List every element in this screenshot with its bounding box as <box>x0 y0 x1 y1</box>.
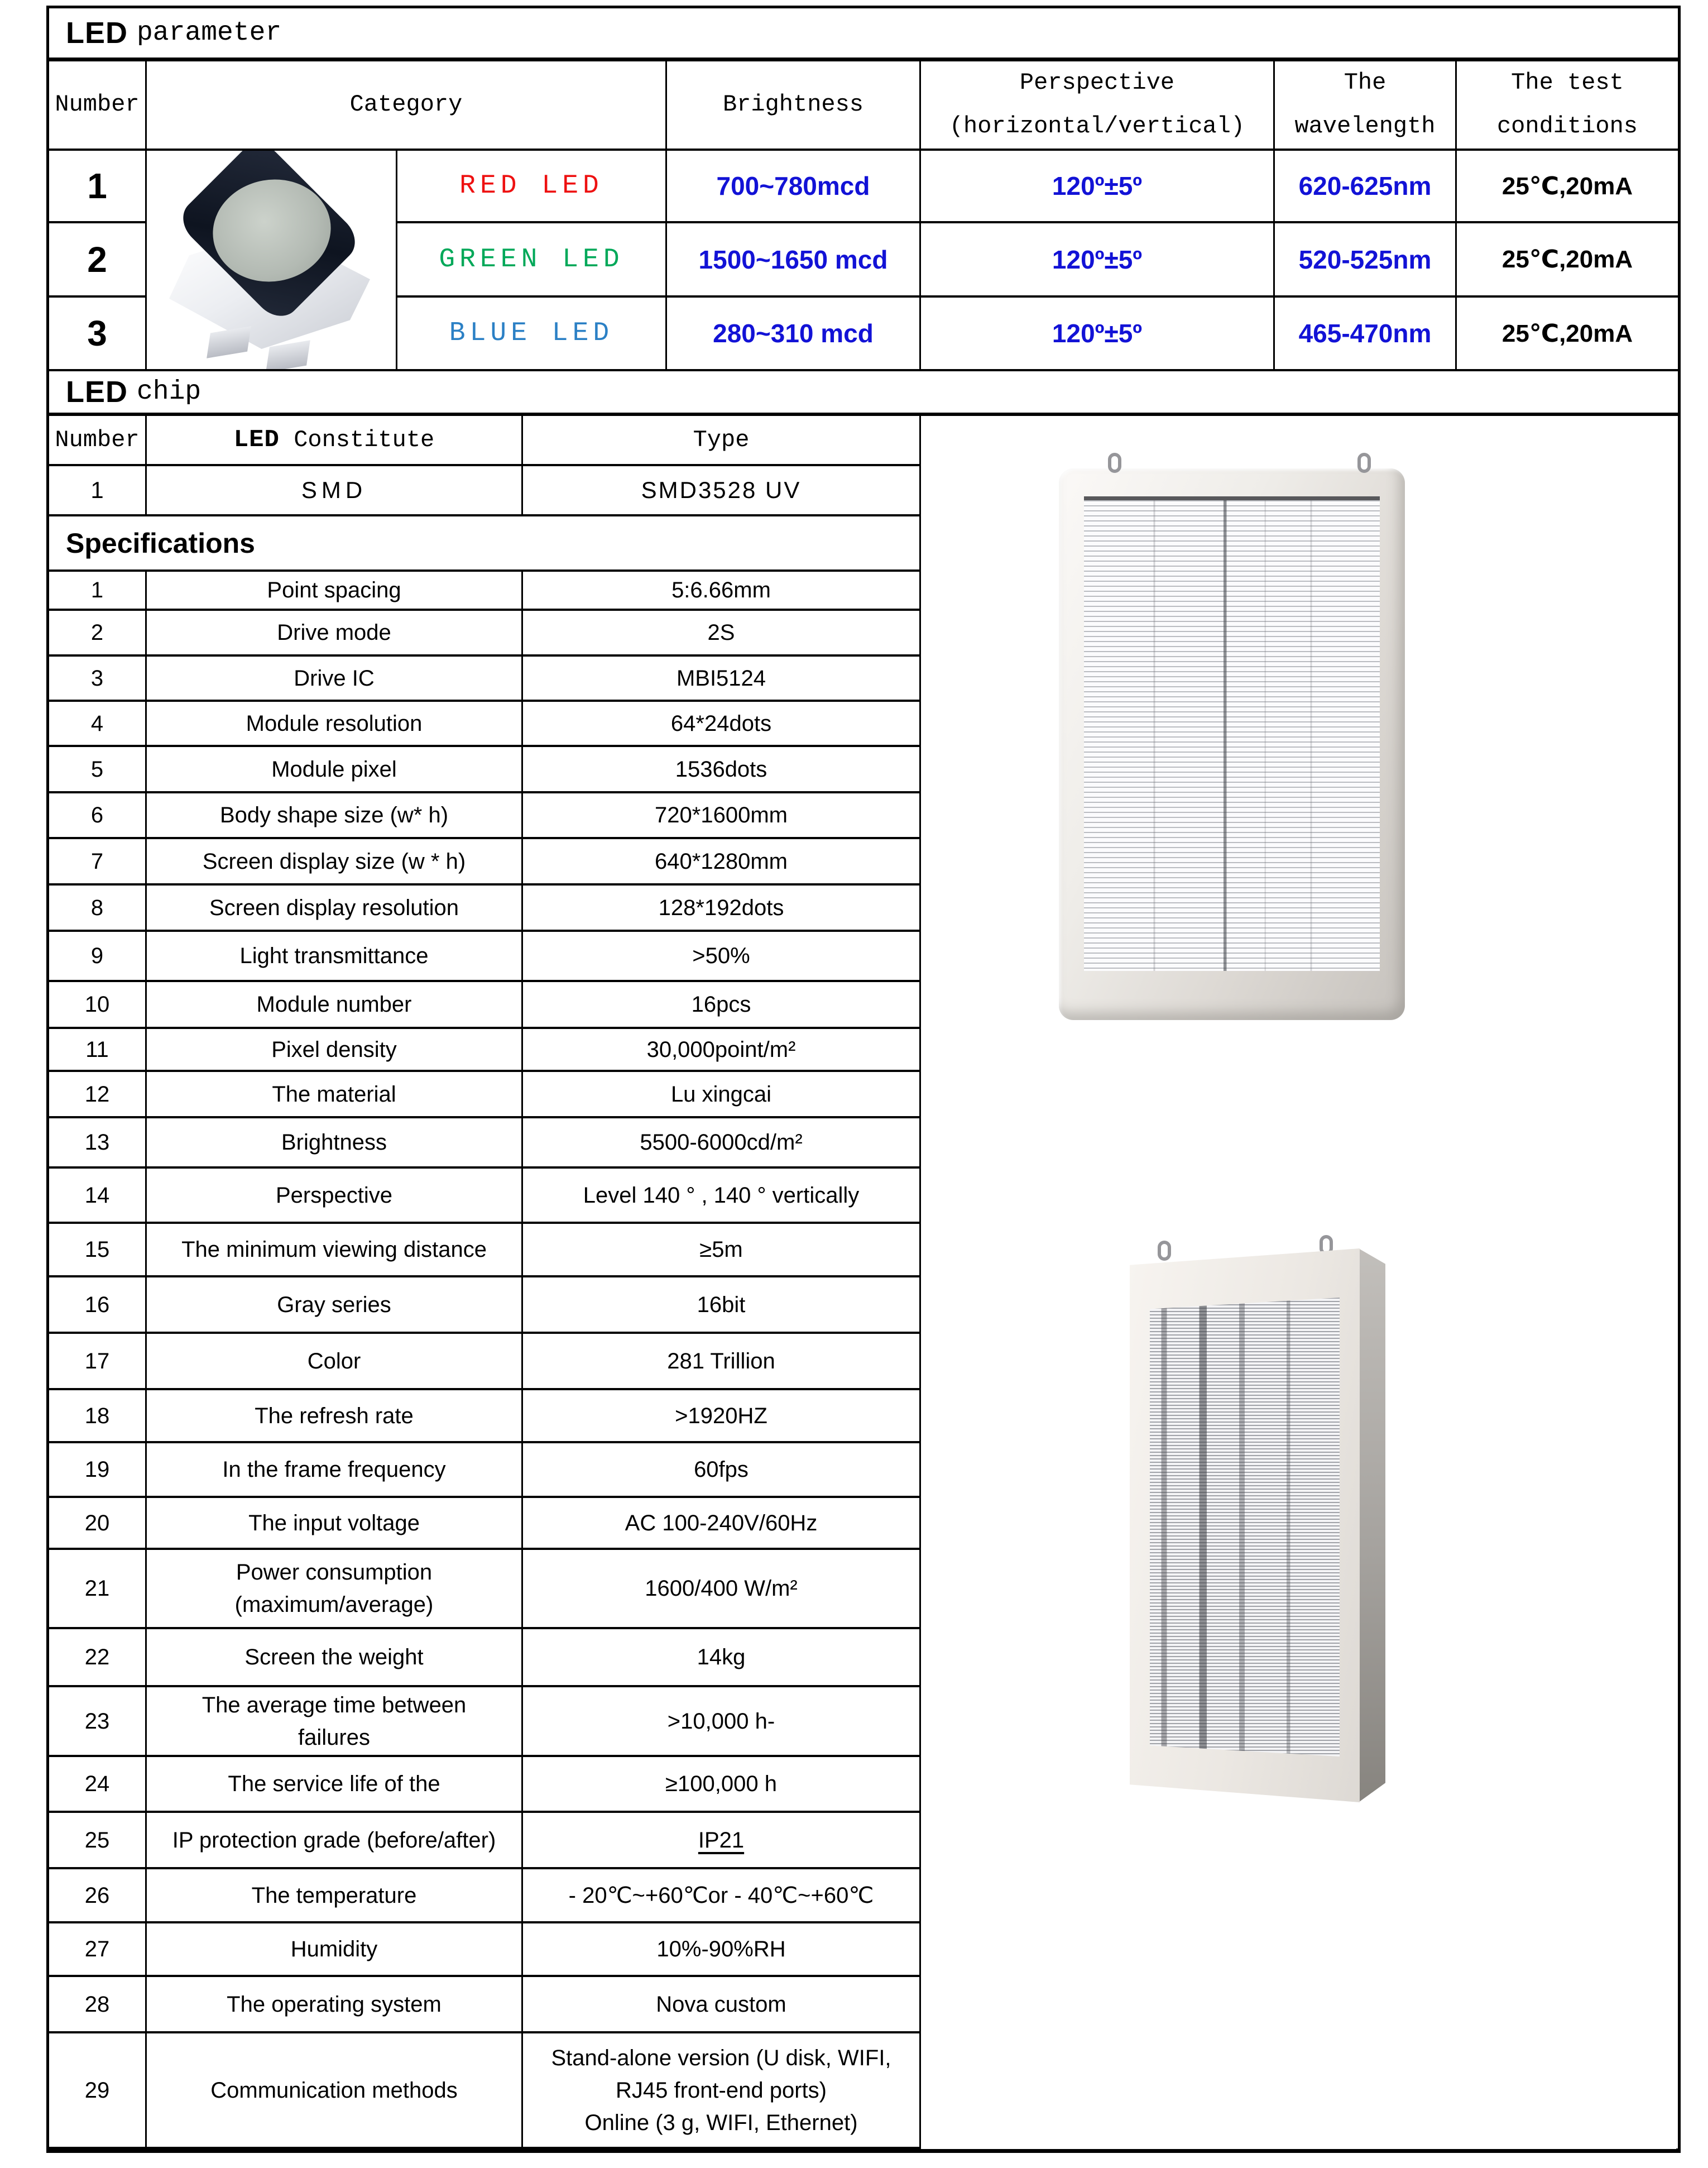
spec-name <box>147 1224 523 1275</box>
spec-row <box>49 1334 919 1390</box>
spec-name <box>147 1390 523 1441</box>
spec-name <box>147 1977 523 2031</box>
text-line: 64*24dots <box>670 711 772 736</box>
text-line: Communication methods <box>210 2078 458 2103</box>
spec-row <box>49 1923 919 1977</box>
spec-name <box>147 1277 523 1332</box>
text-line: 27 <box>84 1937 110 1961</box>
text-line: 7 <box>90 849 104 874</box>
text-line: >1920HZ <box>675 1403 767 1428</box>
spec-row-number <box>49 1550 147 1627</box>
column-header-perspective <box>921 61 1275 151</box>
spec-row-number <box>49 1813 147 1867</box>
spec-name <box>147 1813 523 1867</box>
spec-row-number <box>49 1687 147 1755</box>
text-line: Module number <box>256 992 412 1017</box>
hanging-hook-icon <box>1158 1241 1171 1261</box>
led-panel-screen-area <box>1084 496 1380 971</box>
spec-row <box>49 1498 919 1550</box>
text-line: 1536dots <box>675 757 767 782</box>
spec-name <box>147 982 523 1027</box>
section-title-text: chip <box>137 377 201 407</box>
spec-row-number <box>49 932 147 980</box>
text-line: 17 <box>84 1348 110 1373</box>
spec-name <box>147 1923 523 1975</box>
spec-value <box>523 1977 919 2031</box>
spec-row-number <box>49 2033 147 2147</box>
text-line: 2 <box>90 620 104 645</box>
chip-header-constitute <box>147 416 523 464</box>
spec-row-number <box>49 982 147 1027</box>
spec-row-number <box>49 1443 147 1496</box>
text-line: Drive mode <box>277 620 391 645</box>
spec-row <box>49 1977 919 2033</box>
led-wavelength-value: 620-625nm <box>1275 151 1457 223</box>
spec-value <box>523 1334 919 1388</box>
text-line: Color <box>307 1348 361 1373</box>
text-line: 281 Trillion <box>667 1348 775 1373</box>
spec-row-number <box>49 1072 147 1116</box>
text-line: The temperature <box>251 1883 417 1908</box>
text-line: Module pixel <box>271 757 397 782</box>
text-line: 8 <box>90 895 104 920</box>
spec-value <box>523 1390 919 1441</box>
text-line: The input voltage <box>248 1510 420 1535</box>
led-test-conditions-value: 25℃,20mA <box>1457 298 1678 371</box>
spec-value <box>523 1687 919 1755</box>
text-line: IP protection grade (before/after) <box>172 1827 496 1853</box>
spec-row-number <box>49 1757 147 1811</box>
spec-row-number <box>49 1277 147 1332</box>
spec-row <box>49 657 919 702</box>
spec-name <box>147 1169 523 1222</box>
led-category-label: BLUE LED <box>397 298 667 371</box>
text-line: 5 <box>90 757 104 782</box>
text-line: Humidity <box>290 1937 378 1961</box>
spec-row <box>49 886 919 932</box>
text-line: Light transmittance <box>239 944 429 968</box>
text-line: 2S <box>707 620 735 645</box>
spec-row <box>49 1687 919 1757</box>
text-line: Point spacing <box>267 578 401 602</box>
text-line: MBI5124 <box>676 666 766 691</box>
text-line: 640*1280mm <box>655 849 788 874</box>
text-line: 28 <box>84 1992 110 2017</box>
spec-row <box>49 932 919 982</box>
text-line: 16 <box>84 1292 110 1317</box>
spec-row-number <box>49 702 147 745</box>
product-images-cell <box>921 416 1676 2149</box>
spec-row <box>49 1550 919 1629</box>
text-line: Gray series <box>277 1292 391 1317</box>
spec-name <box>147 611 523 654</box>
spec-value <box>523 1757 919 1811</box>
text-line: 5500-6000cd/m² <box>640 1130 803 1155</box>
text-line: 10 <box>84 992 110 1017</box>
spec-row <box>49 1224 919 1277</box>
led-row-number: 3 <box>49 298 147 371</box>
spec-name <box>147 572 523 609</box>
spec-row <box>49 793 919 839</box>
spec-name <box>147 1757 523 1811</box>
led-panel-side-face <box>1359 1248 1385 1802</box>
text-line: 26 <box>84 1883 110 1908</box>
text-line: 10%-90%RH <box>656 1937 786 1961</box>
header-line: wavelength <box>1294 113 1436 140</box>
text-line: 30,000point/m² <box>646 1037 796 1062</box>
led-chip-section-title <box>49 371 1678 416</box>
spec-row-number <box>49 572 147 609</box>
text-line: 21 <box>84 1576 110 1601</box>
spec-row <box>49 611 919 657</box>
text-line: The material <box>272 1081 396 1107</box>
spec-row-number <box>49 1118 147 1166</box>
chip-type-value: SMD3528 UV <box>641 477 802 503</box>
spec-value <box>523 839 919 883</box>
led-brightness-value: 280~310 mcd <box>667 298 921 371</box>
text-line: The average time between <box>201 1692 467 1717</box>
spec-name <box>147 932 523 980</box>
spec-row-number <box>49 1224 147 1275</box>
column-header-number: Number <box>49 61 147 151</box>
text-line: 19 <box>84 1457 110 1482</box>
text-line: 60fps <box>694 1457 749 1482</box>
spec-row <box>49 1390 919 1443</box>
led-row-number: 1 <box>49 151 147 223</box>
spec-row <box>49 1169 919 1224</box>
spec-name <box>147 1072 523 1116</box>
spec-name <box>147 1687 523 1755</box>
spec-row <box>49 1813 919 1869</box>
spec-name <box>147 886 523 930</box>
spec-value <box>523 1277 919 1332</box>
text-line: 24 <box>84 1772 110 1796</box>
text-line: Stand-alone version (U disk, WIFI, <box>551 2045 891 2070</box>
spec-row-number <box>49 1977 147 2031</box>
chip-header-number: Number <box>49 416 147 464</box>
spec-value <box>523 1550 919 1627</box>
spec-row-number <box>49 793 147 837</box>
spec-name <box>147 1443 523 1496</box>
text-line: 6 <box>90 803 104 827</box>
header-bold: LED <box>233 426 280 454</box>
text-line: ≥5m <box>699 1237 743 1262</box>
spec-row <box>49 572 919 611</box>
spec-name <box>147 1029 523 1070</box>
spec-value <box>523 1118 919 1166</box>
spec-name <box>147 839 523 883</box>
spec-row <box>49 1118 919 1169</box>
text-line: Body shape size (w* h) <box>219 803 449 827</box>
spec-row-number <box>49 1169 147 1222</box>
spec-value <box>523 657 919 700</box>
spec-row <box>49 1277 919 1334</box>
spec-row <box>49 2033 919 2149</box>
spec-row-number <box>49 1390 147 1441</box>
spec-value <box>523 932 919 980</box>
text-line: IP21 <box>698 1827 745 1853</box>
text-line: Brightness <box>281 1130 387 1155</box>
header-line: The <box>1344 69 1386 97</box>
column-header-category: Category <box>147 61 667 151</box>
specifications-section-title: Specifications <box>49 516 919 572</box>
text-line: 16bit <box>697 1292 746 1317</box>
spec-value <box>523 1813 919 1867</box>
spec-name <box>147 1869 523 1921</box>
spec-row-number <box>49 1923 147 1975</box>
text-line: 20 <box>84 1510 110 1535</box>
specifications-table <box>49 572 919 2149</box>
spec-value <box>523 702 919 745</box>
spec-value <box>523 1224 919 1275</box>
spec-value <box>523 982 919 1027</box>
led-perspective-value: 120º±5º <box>921 223 1275 298</box>
spec-name <box>147 793 523 837</box>
text-line: Screen display resolution <box>209 895 459 920</box>
led-test-conditions-value: 25℃,20mA <box>1457 223 1678 298</box>
column-header-test-conditions <box>1457 61 1678 151</box>
spec-sheet <box>46 6 1681 2153</box>
spec-row <box>49 1869 919 1923</box>
text-line: RJ45 front-end ports) <box>616 2078 827 2103</box>
led-wavelength-value: 465-470nm <box>1275 298 1457 371</box>
text-line: 4 <box>90 711 104 736</box>
text-line: 15 <box>84 1237 110 1262</box>
spec-row-number <box>49 657 147 700</box>
spec-row <box>49 1029 919 1072</box>
chip-and-specifications-tables <box>49 416 921 2149</box>
hanging-hook-icon <box>1357 453 1371 473</box>
led-row-number: 2 <box>49 223 147 298</box>
spec-row-number <box>49 1629 147 1685</box>
text-line: 25 <box>84 1827 110 1853</box>
chip-constitute-value: SMD <box>147 466 523 514</box>
text-line: >50% <box>692 944 750 968</box>
smd-led-illustration <box>147 151 396 369</box>
spec-row <box>49 1629 919 1687</box>
led-category-label: RED LED <box>397 151 667 223</box>
spec-row <box>49 1443 919 1498</box>
text-line: 29 <box>84 2078 110 2103</box>
section-title-bold: LED <box>66 375 128 409</box>
text-line: 9 <box>90 944 104 968</box>
led-brightness-value: 700~780mcd <box>667 151 921 223</box>
text-line: 12 <box>84 1081 110 1107</box>
spec-value <box>523 1869 919 1921</box>
column-header-brightness: Brightness <box>667 61 921 151</box>
text-line: Power consumption <box>236 1560 433 1585</box>
led-category-label: GREEN LED <box>397 223 667 298</box>
text-line: 128*192dots <box>658 895 784 920</box>
text-line: 1 <box>90 578 104 602</box>
spec-row-number <box>49 1498 147 1548</box>
text-line: Online (3 g, WIFI, Ethernet) <box>584 2110 858 2135</box>
spec-value <box>523 1923 919 1975</box>
header-line: The test <box>1511 69 1624 97</box>
text-line: Perspective <box>276 1183 392 1208</box>
text-line: 14kg <box>697 1645 746 1669</box>
text-line: Screen the weight <box>244 1645 424 1669</box>
spec-row <box>49 702 919 747</box>
chip-row-number: 1 <box>49 466 147 514</box>
text-line: 1600/400 W/m² <box>645 1576 798 1601</box>
spec-value <box>523 1629 919 1685</box>
led-perspective-value: 120º±5º <box>921 151 1275 223</box>
text-line: The operating system <box>227 1992 442 2017</box>
hanging-hook-icon <box>1108 453 1121 473</box>
lower-area <box>49 416 1678 2149</box>
column-header-wavelength <box>1275 61 1457 151</box>
text-line: failures <box>298 1725 370 1750</box>
spec-name <box>147 702 523 745</box>
spec-row-number <box>49 886 147 930</box>
spec-row <box>49 747 919 793</box>
text-line: 13 <box>84 1130 110 1155</box>
section-title-bold: LED <box>66 16 128 50</box>
text-line: AC 100-240V/60Hz <box>625 1510 818 1535</box>
led-chip-row <box>49 466 919 516</box>
spec-name <box>147 1498 523 1548</box>
text-line: Pixel density <box>271 1037 397 1062</box>
spec-name <box>147 1550 523 1627</box>
spec-value <box>523 1072 919 1116</box>
spec-value <box>523 886 919 930</box>
spec-value <box>523 793 919 837</box>
text-line: Module resolution <box>246 711 423 736</box>
text-line: 720*1600mm <box>655 803 788 827</box>
led-brightness-value: 1500~1650 mcd <box>667 223 921 298</box>
led-parameter-section-title <box>49 8 1678 61</box>
spec-value <box>523 2033 919 2147</box>
smd-led-package-photo <box>147 151 397 371</box>
text-line: Nova custom <box>656 1992 786 2017</box>
spec-value <box>523 1498 919 1548</box>
spec-row-number <box>49 839 147 883</box>
spec-row <box>49 1757 919 1813</box>
text-line: 11 <box>85 1037 109 1062</box>
spec-value <box>523 572 919 609</box>
section-title-text: parameter <box>137 18 282 48</box>
header-text: Constitute <box>294 427 435 453</box>
text-line: 23 <box>84 1708 110 1734</box>
led-perspective-value: 120º±5º <box>921 298 1275 371</box>
text-line: ≥100,000 h <box>665 1772 777 1796</box>
text-line: - 20℃~+60℃or - 40℃~+60℃ <box>568 1883 874 1908</box>
led-chip-header-row <box>49 416 919 466</box>
spec-value <box>523 1443 919 1496</box>
text-line: 16pcs <box>691 992 751 1017</box>
text-line: In the frame frequency <box>222 1457 446 1482</box>
led-wavelength-value: 520-525nm <box>1275 223 1457 298</box>
spec-row <box>49 1072 919 1118</box>
text-line: Lu xingcai <box>670 1081 772 1107</box>
spec-value <box>523 611 919 654</box>
spec-value <box>523 1029 919 1070</box>
text-line: 18 <box>84 1403 110 1428</box>
spec-row <box>49 839 919 886</box>
spec-name <box>147 1629 523 1685</box>
transparent-led-panel-front-view <box>1059 468 1405 1020</box>
spec-row-number <box>49 1869 147 1921</box>
spec-name <box>147 1334 523 1388</box>
spec-name <box>147 657 523 700</box>
spec-name <box>147 747 523 791</box>
spec-name <box>147 1118 523 1166</box>
text-line: Screen display size (w * h) <box>202 849 466 874</box>
transparent-led-panel-perspective-view <box>1130 1248 1385 1802</box>
spec-value <box>523 1169 919 1222</box>
spec-value <box>523 747 919 791</box>
header-line: conditions <box>1496 113 1638 140</box>
led-panel-front-face <box>1130 1248 1360 1802</box>
spec-row-number <box>49 611 147 654</box>
text-line: 5:6.66mm <box>671 578 771 602</box>
text-line: Drive IC <box>294 666 375 691</box>
smd-led-pad <box>207 326 251 358</box>
led-parameter-table <box>49 61 1678 371</box>
spec-row-number <box>49 747 147 791</box>
text-line: (maximum/average) <box>234 1592 434 1617</box>
text-line: The minimum viewing distance <box>181 1237 487 1262</box>
text-line: The refresh rate <box>255 1403 414 1428</box>
spec-name <box>147 2033 523 2147</box>
text-line: 3 <box>90 666 104 691</box>
spec-row-number <box>49 1029 147 1070</box>
header-line: Perspective <box>1019 69 1175 97</box>
led-test-conditions-value: 25℃,20mA <box>1457 151 1678 223</box>
text-line: >10,000 h- <box>667 1708 775 1734</box>
text-line: The service life of the <box>228 1772 440 1796</box>
spec-row-number <box>49 1334 147 1388</box>
text-line: 14 <box>84 1183 110 1208</box>
led-panel-screen-area <box>1150 1298 1340 1757</box>
spec-row <box>49 982 919 1029</box>
text-line: 22 <box>84 1645 110 1669</box>
chip-header-type: Type <box>693 427 750 453</box>
header-line: (horizontal/vertical) <box>949 113 1245 140</box>
text-line: Level 140 ° , 140 ° vertically <box>583 1183 860 1208</box>
